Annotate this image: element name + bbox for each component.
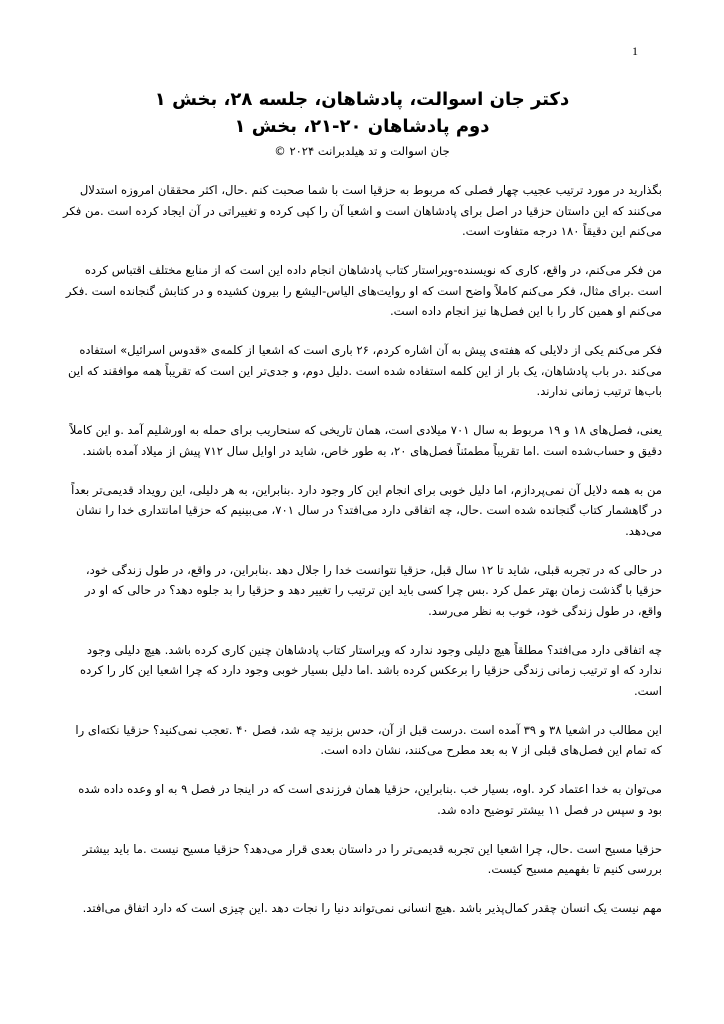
paragraph: فکر می‌کنم یکی از دلایلی که هفته‌ی پیش به آن اشاره کردم، ۲۶ باری است که اشعیا از کلمه‌ی «قدوس اسرائیل» استفاده می‌کند .در باب پادشاهان، یک بار از این کلمه استفاده شده است .دلیل دوم، و جدی‌تر این است که تقریباً همه موافقند که این باب‌ها ترتیب زمانی ندارند. xyxy=(68,343,662,398)
document-body xyxy=(62,180,662,937)
page-title: دکتر جان اسوالت، پادشاهان، جلسه ۲۸، بخش ۱ xyxy=(154,89,570,110)
paragraph: من فکر می‌کنم، در واقع، کاری که نویسنده-ویراستار کتاب پادشاهان انجام داده این است که از منابع مختلف اقتباس کرده است .برای مثال، فکر می‌کنم کاملاً واضح است که او روایت‌های الیاس-الیشع را بیرون کشیده و در کتابش گنجانده است .فکر می‌کنم او همین کار را با این فصل‌ها نیز انجام داده است. xyxy=(65,263,662,318)
paragraph: بگذارید در مورد ترتیب عجیب چهار فصلی که مربوط به حزقیا است با شما صحبت کنم .حال، اکثر محققان امروزه استدلال می‌کنند که این داستان حزقیا در اصل برای پادشاهان است و اشعیا آن را کپی کرده و تغییراتی در آن ایجاد کرده است .من فکر می‌کنم این دقیقاً ۱۸۰ درجه متفاوت است. xyxy=(62,183,662,238)
paragraph: در حالی که در تجربه قبلی، شاید تا ۱۲ سال قبل، حزقیا نتوانست خدا را جلال دهد .بنابراین، در واقع، در طول زندگی خود، حزقیا با گذشت زمان بهتر عمل کرد .بس چرا کسی باید این ترتیب را تغییر دهد و حزقیا را بد جلوه دهد؟ در حالی که او در واقع، در طول زندگی خود، خوب به نظر می‌رسد. xyxy=(84,562,662,618)
document-header xyxy=(90,86,634,161)
paragraph: یعنی، فصل‌های ۱۸ و ۱۹ مربوط به سال ۷۰۱ میلادی است، همان تاریخی که سنحاریب برای حمله به اورشلیم آمد .و این کاملاً دقیق و حساب‌شده است .اما تقریباً مطمئناً فصل‌های ۲۰، به طور خاص، شاید در اوایل سال ۷۱۲ پیش از میلاد آمده باشند. xyxy=(69,423,662,458)
page-subtitle: دوم پادشاهان ۲۰-۲۱، بخش ۱ xyxy=(234,116,490,137)
paragraph: حزقیا مسیح است .حال، چرا اشعیا این تجربه قدیمی‌تر را در داستان بعدی قرار می‌دهد؟ حزقیا مسیح نیست .ما باید بیشتر بررسی کنیم تا بفهمیم مسیح کیست. xyxy=(82,841,662,876)
page-number: 1 xyxy=(632,44,638,58)
paragraph: می‌توان به خدا اعتماد کرد .اوه، بسیار خب .بنابراین، حزقیا همان فرزندی است که در اینجا در فصل ۹ به او وعده داده شده بود و سپس در فصل ۱۱ بیشتر توضیح داده شد. xyxy=(78,782,662,817)
paragraph: من به همه دلایل آن نمی‌پردازم، اما دلیل خوبی برای انجام این کار وجود دارد .بنابراین، به هر دلیلی، این رویداد قدیمی‌تر بعداً در گاهشمار کتاب گنجانده شده است .حال، چه اتفاقی دارد می‌افتد؟ در سال ۷۰۱، می‌بینیم که حزقیا امانتداری خدا را نشان می‌دهد. xyxy=(71,482,662,538)
paragraph: این مطالب در اشعیا ۳۸ و ۳۹ آمده است .درست قبل از آن، حدس بزنید چه شد، فصل ۴۰ .تعجب نمی‌کنید؟ حزقیا نکته‌ای را که تمام این فصل‌های قبلی از ۷ به بعد مطرح می‌کنند، نشان داده است. xyxy=(75,722,662,757)
paragraph: چه اتفاقی دارد می‌افتد؟ مطلقاً هیچ دلیلی وجود ندارد که ویراستار کتاب پادشاهان چنین کاری کرده باشد. هیچ دلیلی وجود ندارد که او ترتیب زمانی زندگی حزقیا را برعکس کرده باشد .اما دلیل بسیار خوبی وجود دارد که چرا اشعیا این کار را کرده است. xyxy=(80,642,662,698)
paragraph: مهم نیست یک انسان چقدر کمال‌پذیر باشد .هیچ انسانی نمی‌تواند دنیا را نجات دهد .این چیزی است که دارد اتفاق می‌افتد. xyxy=(82,901,662,915)
copyright-line: جان اسوالت و تد هیلدبرانت ۲۰۲۴ © xyxy=(274,144,450,158)
